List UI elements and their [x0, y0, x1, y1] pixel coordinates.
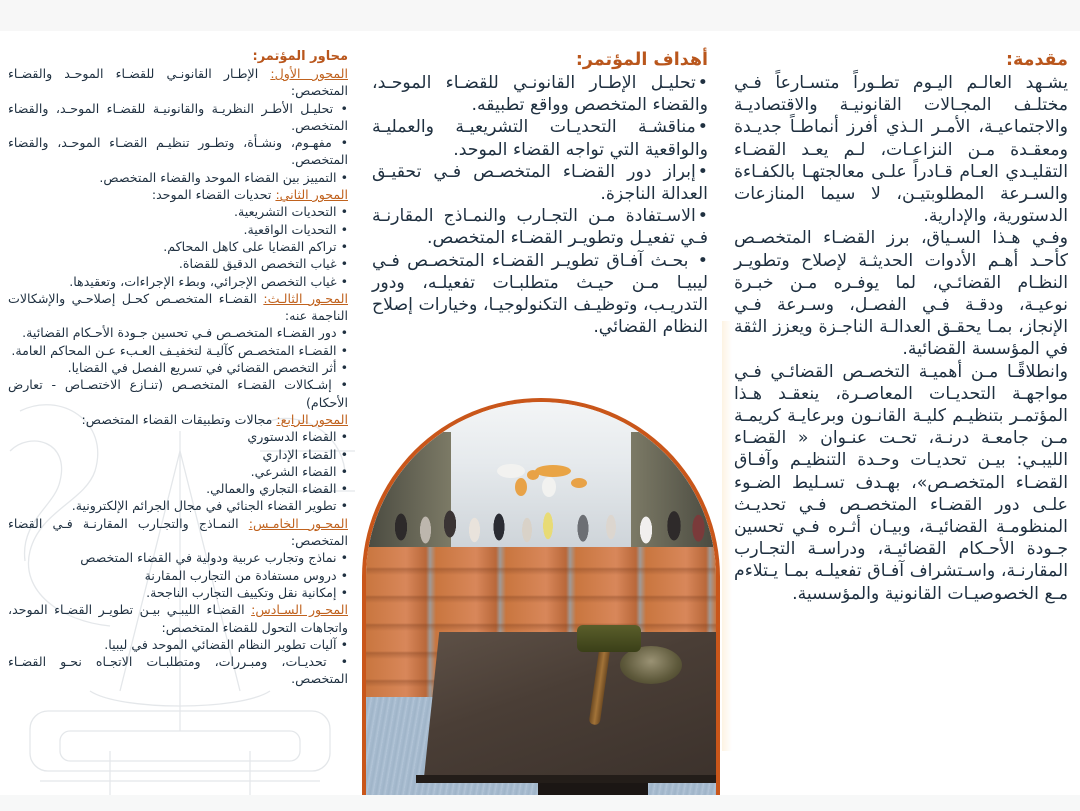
- axis-bullet: • تحديـات، ومبـررات، ومتطلبـات الاتجـاه نحـو القضـاء المتخصص.: [8, 653, 348, 688]
- intro-section: [734, 49, 1068, 605]
- goal-item: • إبراز دور القضـاء المتخصـص فـي تحقيـق العدالة الناجزة.: [372, 161, 708, 205]
- axis-bullet: • نماذج وتجارب عربية ودولية في القضاء المتخصص: [8, 549, 348, 566]
- axis-bullet: • تحليـل الأطـر النظريـة والقانونيـة للقضـاء الموحـد، والقضاء المتخصص.: [8, 100, 348, 135]
- axis-bullet: • التحديات التشريعية.: [8, 203, 348, 220]
- top-strip: [0, 0, 1080, 31]
- axis-2-title: [8, 186, 348, 203]
- axis-label: المحور الثاني:: [275, 187, 348, 203]
- axes-heading: محاور المؤتمر:: [252, 49, 348, 64]
- axis-bullet: • مفهـوم، ونشـأة، وتطـور تنظيـم القضـاء الموحـد، والقضاء المتخصص.: [8, 134, 348, 169]
- axis-bullet: • غياب التخصص الدقيق للقضاة.: [8, 255, 348, 272]
- axis-bullet: • التحديات الواقعية.: [8, 221, 348, 238]
- goal-item: • مناقشـة التحديـات التشريعيـة والعمليـة والواقعية التي تواجه القضاء الموحد.: [372, 116, 708, 160]
- brochure-page: [0, 31, 1080, 795]
- axis-bullet: • إشـكالات القضـاء المتخصـص (تنـازع الاختصـاص - تعارض الأحكام): [8, 376, 348, 411]
- axis-label: المحور الرابع:: [276, 411, 348, 427]
- axis-4-title: [8, 411, 348, 428]
- goal-item: • الاسـتفادة مـن التجـارب والنمـاذج المقارنـة فـي تفعيـل وتطويـر القضـاء المتخصص.: [372, 205, 708, 249]
- axis-1-title: [8, 65, 348, 100]
- goal-item: • بحـث آفـاق تطويـر القضـاء المتخصـص فـي ليبيـا مـن حيـث متطلبـات تفعيلـه، ودور التدريـب، وتوظيـف التكنولوجيـا، وخيارات إصلاح النظام القضائي.: [372, 250, 708, 339]
- axis-6-title: [8, 601, 348, 636]
- intro-paragraph: وفـي هـذا السـياق، برز القضـاء المتخصـص كأحـد أهـم الأدوات الحديثـة لإصلاح وتطويـر النظـام القضائـي، لما يوفـره مـن خبـرة نوعيـة، ودقـة فـي الفصـل، وسـرعة فـي الإنجاز، بمـا يحقـق العدالـة الناجـزة ويعزز الثقة في المؤسسة القضائية.: [734, 228, 1068, 360]
- axis-title-text: مجالات وتطبيقات القضاء المتخصص:: [81, 411, 277, 427]
- goal-item: • تحليـل الإطـار القانونـي للقضـاء الموحـد، والقضاء المتخصص وواقع تطبيقه.: [372, 72, 708, 116]
- intro-paragraph: يشـهد العالـم اليـوم تطـوراً متسـارعاً فـي مختلـف المجـالات القانونيـة والاقتصاديـة والاجتماعيـة، الأمـر الـذي أفرز أنماطـاً جديـدة ومعقـدة مـن النزاعـات، لـم يعـد القضـاء التقليـدي العـام قـادراً علـى معالجتهـا بالكفـاءة والسـرعة المطلوبتيـن، لا سيما المنازعات الدستورية، والإدارية.: [734, 73, 1068, 227]
- axis-title-text: القضـاء المتخصـص كحـل إصلاحـي والإشكالات الناجمة عنه:: [8, 290, 348, 324]
- courtroom-gavel-photo: [366, 402, 716, 795]
- axis-title-text: القضـاء الليبـي بيـن تطويـر القضـاء الموحد، واتجاهات التحول للقضاء المتخصص:: [8, 602, 348, 635]
- decorative-band: [722, 321, 732, 751]
- goals-heading: أهداف المؤتمر:: [575, 50, 708, 70]
- gavel-icon: [577, 625, 641, 652]
- arched-photo-frame: [362, 398, 720, 795]
- axis-label: المحـور الخامـس:: [248, 515, 348, 531]
- axis-bullet: • إمكانية نقل وتكييف التجارب الناجحة.: [8, 584, 348, 601]
- axis-bullet: • آليات تطوير النظام القضائي الموحد في ليبيا.: [8, 636, 348, 653]
- axis-3-title: [8, 290, 348, 325]
- intro-heading: مقدمة:: [1006, 50, 1068, 70]
- axis-label: المحـور الثالـث:: [263, 290, 348, 306]
- axis-label: المحـور السـادس:: [251, 602, 348, 618]
- axis-bullet: • دروس مستفادة من التجارب المقارنة: [8, 567, 348, 584]
- bottom-strip: [0, 795, 1080, 811]
- axis-bullet: • تطوير القضاء الجنائي في مجال الجرائم الإلكترونية.: [8, 497, 348, 514]
- axis-bullet: • دور القضـاء المتخصـص فـي تحسين جـودة الأحـكام القضائية.: [8, 324, 348, 341]
- axis-bullet: • القضاء التجاري والعمالي.: [8, 480, 348, 497]
- axis-title-text: النمـاذج والتجـارب المقارنـة فـي القضاء المتخصص:: [8, 515, 348, 549]
- axis-bullet: • أثر التخصص القضائي في تسريع الفصل في القضايا.: [8, 359, 348, 376]
- world-map-icon: [491, 457, 601, 502]
- axis-bullet: • القضاء الدستوري: [8, 428, 348, 445]
- axis-bullet: • القضـاء المتخصـص كآليـة لتخفيـف العـبء عـن المحاكم العامة.: [8, 342, 348, 359]
- axis-bullet: • غياب التخصص الإجرائي، وبطء الإجراءات، وتعقيدها.: [8, 273, 348, 290]
- axis-bullet: • القضاء الإداري: [8, 446, 348, 463]
- axis-bullet: • التمييز بين القضاء الموحد والقضاء المتخصص.: [8, 169, 348, 186]
- axis-5-title: [8, 515, 348, 550]
- axis-bullet: • تراكم القضايا على كاهل المحاكم.: [8, 238, 348, 255]
- axis-label: المحور الأول:: [270, 66, 348, 81]
- goals-section: [372, 49, 708, 338]
- axis-bullet: • القضاء الشرعي.: [8, 463, 348, 480]
- intro-paragraph: وانطلاقًـا مـن أهميـة التخصـص القضائـي فـي مواجهـة التحديـات المعاصـرة، ينعقـد هـذا المؤتمـر بتنظيـم كليـة القانـون وبرعايـة كريمـة مـن جامعـة درنـة، تحـت عنـوان « القضـاء الليبـي: بيـن تحديـات وحـدة التنظيـم وآفـاق القضـاء المتخصـص»، بهـدف تسـليط الضـوء علـى دور القضـاء المتخصـص فـي تحديـث المنظومـة القضائيـة، وبيـان أثـره فـي تحسين جـودة الأحـكام القضائيـة، ودراسـة التجـارب المقارنـة، واسـتشراف آفـاق تفعيلـه بمـا يـتلاءم مـع الخصوصيـات القانونية والمؤسسية.: [734, 361, 1068, 604]
- axis-title-text: تحديات القضاء الموحد:: [151, 187, 276, 203]
- axes-section: [8, 49, 348, 688]
- axis-title-text: الإطـار القانونـي للقضـاء الموحـد والقضـاء المتخصص:: [8, 66, 348, 99]
